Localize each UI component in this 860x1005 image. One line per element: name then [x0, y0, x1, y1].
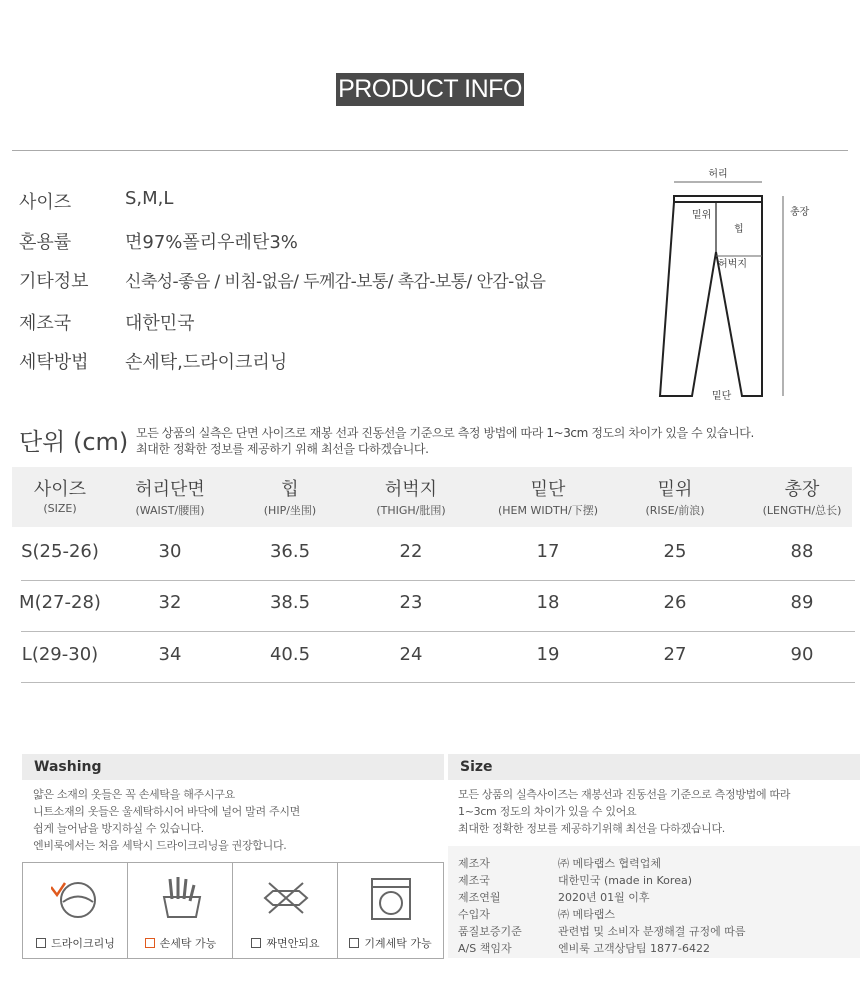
no-wring-option[interactable]	[233, 935, 338, 951]
size-box-line: 1~3cm 정도의 차이가 있을 수 있어요	[458, 805, 637, 818]
checkbox[interactable]	[349, 938, 359, 948]
info-key: A/S 책임자	[458, 942, 512, 955]
table-cell: 89	[790, 592, 814, 613]
table-row-divider	[21, 631, 855, 632]
spec-value: 면97%폴리우레탄3%	[125, 232, 298, 253]
table-cell: 30	[158, 541, 182, 562]
hand-wash-icon	[156, 873, 206, 923]
checkbox[interactable]	[251, 938, 261, 948]
divider	[12, 150, 848, 151]
table-header-sub: (THIGH/肶围)	[376, 504, 446, 517]
spec-label: 혼용률	[19, 232, 72, 253]
table-cell: 88	[790, 541, 814, 562]
length-label: 총장	[790, 207, 810, 218]
hip-label: 힙	[734, 224, 744, 235]
table-cell: 32	[158, 592, 182, 613]
product-info-banner: PRODUCT INFO	[336, 73, 524, 106]
table-cell: 27	[663, 644, 687, 665]
info-value: 2020년 01월 이후	[558, 891, 650, 904]
table-header-sub: (SIZE)	[43, 502, 77, 515]
info-value: ㈜ 메타랩스 협력업체	[558, 857, 662, 870]
spec-value: 대한민국	[125, 313, 195, 334]
table-cell: 38.5	[269, 592, 311, 613]
table-header-sub: (LENGTH/总长)	[762, 504, 842, 517]
table-cell: 23	[399, 592, 423, 613]
washing-line: 얇은 소재의 옷들은 꼭 손세탁을 해주시구요	[33, 788, 235, 801]
size-box-text	[458, 786, 790, 837]
icon-label-text: 손세탁 가능	[159, 937, 217, 950]
info-key: 품질보증기준	[458, 925, 522, 938]
table-cell: 19	[536, 644, 560, 665]
hand-wash-option[interactable]	[128, 935, 233, 951]
pants-measurement-diagram	[650, 160, 810, 410]
size-box-title: Size	[448, 754, 860, 780]
info-key: 수입자	[458, 908, 490, 921]
table-cell: 34	[158, 644, 182, 665]
waist-label: 허리	[708, 169, 728, 180]
spec-value: 손세탁,드라이크리닝	[125, 352, 288, 373]
spec-label: 세탁방법	[19, 352, 89, 373]
washing-title: Washing	[22, 754, 444, 780]
table-header-sub: (HEM WIDTH/下摆)	[497, 504, 599, 517]
spec-value: S,M,L	[125, 188, 174, 209]
table-header-sub: (HIP/坐围)	[263, 504, 317, 517]
info-key: 제조국	[458, 874, 490, 887]
thigh-label: 허벅지	[718, 259, 747, 270]
table-cell: 22	[399, 541, 423, 562]
washing-line: 쉽게 늘어남을 방지하실 수 있습니다.	[33, 822, 204, 835]
pants-outline	[660, 202, 762, 396]
info-key: 제조자	[458, 857, 490, 870]
table-header-sub: (RISE/前浪)	[645, 504, 705, 517]
info-key: 제조연월	[458, 891, 501, 904]
info-value: 엔비룩 고객상담팀 1877-6422	[558, 942, 710, 955]
icon-label-text: 기계세탁 가능	[364, 937, 432, 950]
size-box-line: 모든 상품의 실측사이즈는 재봉선과 진동선을 기준으로 측정방법에 따라	[458, 788, 791, 801]
table-cell: 36.5	[269, 541, 311, 562]
icon-cell-machine-wash	[338, 863, 443, 958]
table-cell: 40.5	[269, 644, 311, 665]
info-value: ㈜ 메타랩스	[558, 908, 616, 921]
table-row-divider	[21, 580, 855, 581]
dry-clean-icon	[51, 873, 101, 923]
table-cell: 25	[663, 541, 687, 562]
unit-note-line: 최대한 정확한 정보를 제공하기 위해 최선을 다하겠습니다.	[136, 442, 429, 456]
hem-label: 밑단	[712, 391, 732, 402]
table-header: 힙	[281, 479, 299, 500]
icon-cell-hand-wash	[128, 863, 233, 958]
unit-note	[136, 425, 754, 457]
table-cell: 90	[790, 644, 814, 665]
table-row-divider	[21, 682, 855, 683]
icon-label-text: 드라이크리닝	[51, 937, 115, 950]
unit-title: 단위 (cm)	[19, 428, 129, 456]
table-cell: M(27-28)	[19, 592, 101, 613]
table-cell: S(25-26)	[21, 541, 99, 562]
spec-label: 사이즈	[19, 192, 72, 213]
washing-text	[33, 786, 300, 854]
table-header: 허리단면	[135, 479, 205, 500]
table-header: 사이즈	[33, 479, 87, 500]
info-value: 관련법 및 소비자 분쟁해결 규정에 따름	[558, 925, 746, 938]
dry-clean-option[interactable]	[23, 935, 128, 951]
table-header: 밑위	[657, 479, 693, 500]
product-info-box	[448, 846, 860, 958]
washing-line: 니트소재의 옷들은 울세탁하시어 바닥에 널어 말려 주시면	[33, 805, 301, 818]
no-wring-icon	[261, 873, 311, 923]
machine-wash-option[interactable]	[338, 935, 443, 951]
table-header: 총장	[784, 479, 820, 500]
table-cell: 18	[536, 592, 560, 613]
washing-icons	[22, 862, 444, 959]
table-cell: 24	[399, 644, 423, 665]
table-header-sub: (WAIST/腰围)	[135, 504, 205, 517]
machine-wash-icon	[366, 873, 416, 923]
table-cell: L(29-30)	[21, 644, 99, 665]
table-header: 밑단	[530, 479, 566, 500]
checkbox[interactable]	[36, 938, 46, 948]
icon-label-text: 짜면안되요	[266, 937, 320, 950]
size-box-line: 최대한 정확한 정보를 제공하기위해 최선을 다하겠습니다.	[458, 822, 726, 835]
washing-line: 엔비룩에서는 처음 세탁시 드라이크리닝을 권장합니다.	[33, 839, 287, 852]
info-value: 대한민국 (made in Korea)	[558, 874, 692, 887]
spec-label: 제조국	[19, 313, 72, 334]
checkbox-checked[interactable]	[145, 938, 155, 948]
spec-label: 기타정보	[19, 271, 89, 292]
table-header: 허벅지	[384, 479, 438, 500]
unit-note-line: 모든 상품의 실측은 단면 사이즈로 재봉 선과 진동선을 기준으로 측정 방법에 따라 1~3cm 정도의 차이가 있을 수 있습니다.	[136, 426, 754, 440]
spec-value: 신축성-좋음 / 비침-없음/ 두께감-보통/ 촉감-보통/ 안감-없음	[125, 272, 546, 292]
icon-cell-dry-clean	[23, 863, 128, 958]
table-cell: 26	[663, 592, 687, 613]
rise-label: 밑위	[692, 210, 712, 221]
table-cell: 17	[536, 541, 560, 562]
icon-cell-no-wring	[233, 863, 338, 958]
